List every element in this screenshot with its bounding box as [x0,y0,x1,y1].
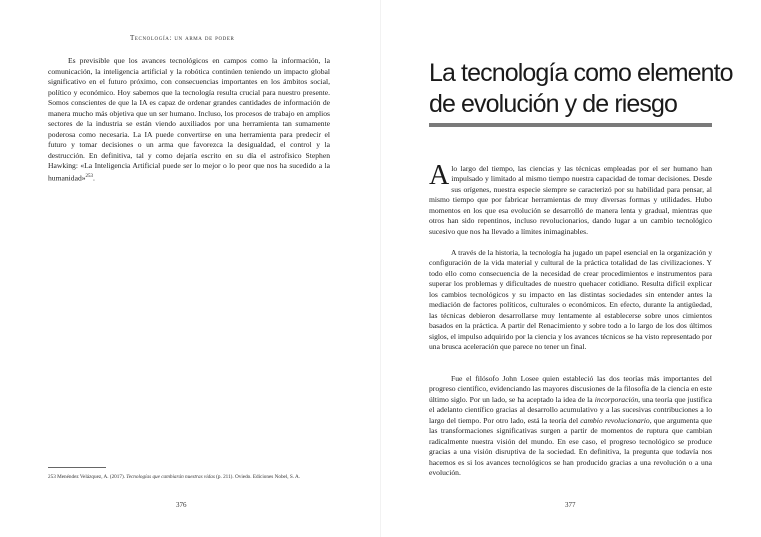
paragraph-3-part-3: , que argumenta que las transformaciones significativas surgen a partir de momentos de ruptura que cambian radicalmente nuestra visión del mundo. En ese caso, el progreso tecnológico se produce gracias a una visión disruptiva de la sociedad. En definitiva, la pregunta que todavía nos hacemos es si los avances tecnológicos se han producido gracias a una revolución o a una evolución. [429,415,713,478]
left-body-text [48,56,330,184]
footnote-title: Tecnologías que cambiarán nuestras vidas [126,474,215,480]
paragraph-3-part-2: , una teoría que justifica el adelanto científico gracias al desarrollo acumulativo y a las sucesivas contribuciones a lo largo del tiempo. Por otro lado, está la teoría del [429,394,713,425]
right-paragraph-1 [429,160,712,237]
page-number-left: 376 [176,501,187,509]
left-page [0,0,380,537]
right-paragraph-2 [429,248,712,353]
paragraph-1-text: lo largo del tiempo, las ciencias y las técnicas empleadas por el ser humano han impulsado y limitado al mismo tiempo nuestra capacidad de tomar decisiones. Desde sus orígenes, nuestra especie siempre se caracterizó por su habilidad para pensar, al mismo tiempo que por fabricar herramientas de muy diversas formas y utilidades. Hubo momentos en los que esa evolución se desarrolló de manera lenta y gradual, mientras que otros han sido repentinos, incluso revolucionarios, dando lugar a un cambio tecnológico sucesivo que nos ha llevado a límites inimaginables. [429,164,712,236]
running-head: Tecnología: un arma de poder [130,34,235,42]
paragraph-3-part-1: Fue el filósofo John Losee quien estableció las dos teorías más importantes del progreso científico, evidenciando las mayores discusiones de la filosofía de la ciencia en este último siglo. Por un lado, se ha aceptado la idea de la [429,374,712,404]
footnote-divider [48,467,106,468]
chapter-title: La tecnología como elemento de evolución y de riesgo [429,59,733,118]
right-paragraph-3 [429,374,712,479]
left-paragraph-text: Es previsible que los avances tecnológicos en campos como la información, la comunicación, la inteligencia artificial y la robótica continúen teniendo un impacto global significativo en el futuro próximo, con consecuencias importantes en los ámbitos social, político y económico. Hoy sabemos que la tecnología resulta crucial para nuestro presente. Somos conscientes de que la IA es capaz de ordenar grandes cantidades de información de manera mucho más objetiva que un ser humano. Incluso, los procesos de trabajo en amplios sectores de la industria se están viendo auxiliados por una herramienta tan sumamente poderosa como necesaria. La IA puede convertirse en una herramienta para predecir el futuro y tomar decisiones o un arma que favorezca la desigualdad, el control y la destrucción. En definitiva, tal y como dejaría escrito en su día el astrofísico Stephen Hawking: «La Inteligencia Artificial puede ser lo mejor o lo peor que nos ha sucedido a la humanidad» [48,56,330,183]
footnote-author: Menéndez Velázquez, A. (2017). [57,474,125,480]
paragraph-2: A través de la historia, la tecnología ha jugado un papel esencial en la organización y configuración de la vida material y cultural de la práctica totalidad de las civilizaciones. Y todo ello como consecuencia de la necesidad de crear procedimientos e instrumentos para superar los problemas y dificultades de nuestro quehacer cotidiano. Resulta difícil explicar los cambios tecnológicos y su impacto en las distintas sociedades sin entender antes la mediación de factores políticos, culturales o económicos. En efecto, durante la antigüedad, las técnicas debieron desarrollarse muy lentamente al establecerse sobre unos cimientos basados en la práctica. A partir del Renacimiento y sobre todo a lo largo de los dos últimos siglos, el impulso adquirido por la ciencia y los avances técnicos se ha visto representado por una brusca aceleración que parece no tener un final. [429,248,713,352]
footnote-number: 253 [48,474,56,480]
right-page [381,0,761,537]
left-paragraph: Es previsible que los avances tecnológicos en campos como la información, la comunicación, la inteligencia artificial y la robótica continúen teniendo un impacto global significativo en el futuro próximo, con consecuencias importantes en los ámbitos social, político y económico. Hoy sabemos que la tecnología resulta crucial para nuestro presente. Somos conscientes de que la IA es capaz de ordenar grandes cantidades de información de manera mucho más objetiva que un ser humano. Incluso, los procesos de trabajo en amplios sectores de la industria se están viendo auxiliados por una herramienta tan sumamente poderosa como necesaria. La IA puede convertirse en una herramienta para predecir el futuro y tomar decisiones o un arma que favorezca la desigualdad, el control y la destrucción. En definitiva, tal y como dejaría escrito en su día el astrofísico Stephen Hawking: «La Inteligencia Artificial puede ser lo mejor o lo peor que nos ha sucedido a la humanidad»$^{253}$. [48,56,330,183]
footnote [48,474,348,480]
drop-cap: A [429,160,450,191]
paragraph-1 [429,160,712,237]
title-underline-bar [429,123,712,127]
term-cambio-revolucionario: cambio revolucionario [580,415,650,425]
page-number-right: 377 [565,501,576,509]
footnote-reference[interactable]: 253 [85,173,94,179]
paragraph-3 [429,374,712,479]
term-incorporacion: incorporación [594,394,639,404]
footnote-rest: (p. 211). Oviedo. Ediciones Nobel, S. A. [216,474,301,480]
